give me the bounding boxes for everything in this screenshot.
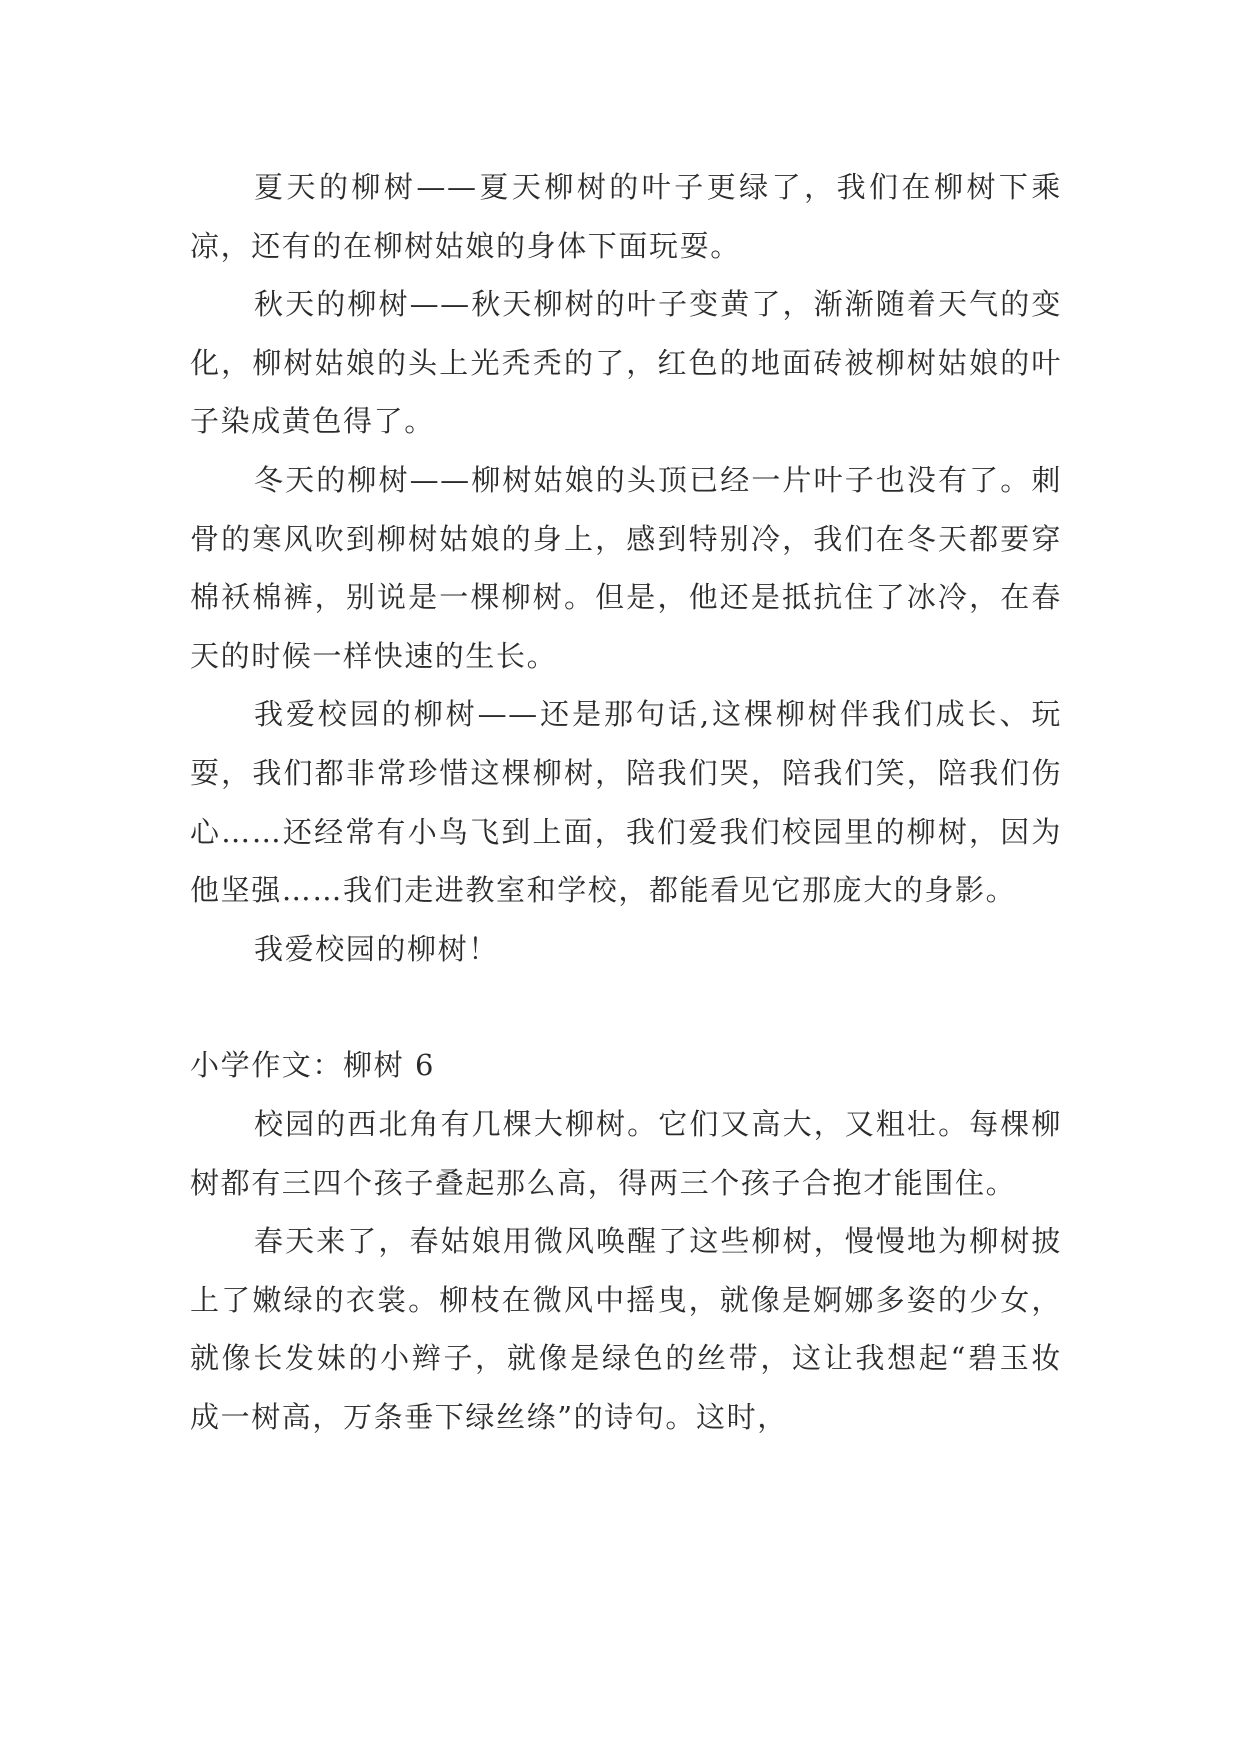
paragraph-love-willow: 我爱校园的柳树——还是那句话,这棵柳树伴我们成长、玩耍，我们都非常珍惜这棵柳树，陪我们哭，陪我们笑，陪我们伤心……还经常有小鸟飞到上面，我们爱我们校园里的柳树，因为他坚强……我们走进教室和学校，都能看见它那庞大的身影。: [190, 697, 1062, 908]
paragraph-summer-willow: 夏天的柳树——夏天柳树的叶子更绿了，我们在柳树下乘凉，还有的在柳树姑娘的身体下面玩耍。: [190, 170, 1062, 263]
section-heading: 小学作文：柳树 6: [190, 1048, 436, 1083]
paragraph-autumn-willow: 秋天的柳树——秋天柳树的叶子变黄了，渐渐随着天气的变化，柳树姑娘的头上光秃秃的了，红色的地面砖被柳树姑娘的叶子染成黄色得了。: [190, 287, 1062, 439]
document-body: [190, 158, 1062, 1446]
paragraph-winter-willow: 冬天的柳树——柳树姑娘的头顶已经一片叶子也没有了。刺骨的寒风吹到柳树姑娘的身上，感到特别冷，我们在冬天都要穿棉袄棉裤，别说是一棵柳树。但是，他还是抵抗住了冰冷，在春天的时候一样快速的生长。: [190, 462, 1062, 673]
paragraph-closing-line: 我爱校园的柳树！: [254, 931, 499, 966]
paragraph-northwest-corner: 校园的西北角有几棵大柳树。它们又高大，又粗壮。每棵柳树都有三四个孩子叠起那么高，得两三个孩子合抱才能围住。: [190, 1106, 1062, 1200]
paragraph-spring-arrives: 春天来了，春姑娘用微风唤醒了这些柳树，慢慢地为柳树披上了嫩绿的衣裳。柳枝在微风中摇曳，就像是婀娜多姿的少女，就像长发妹的小辫子，就像是绿色的丝带，这让我想起“碧玉妆成一树高，万条垂下绿丝绦”的诗句。这时，: [190, 1224, 1062, 1434]
